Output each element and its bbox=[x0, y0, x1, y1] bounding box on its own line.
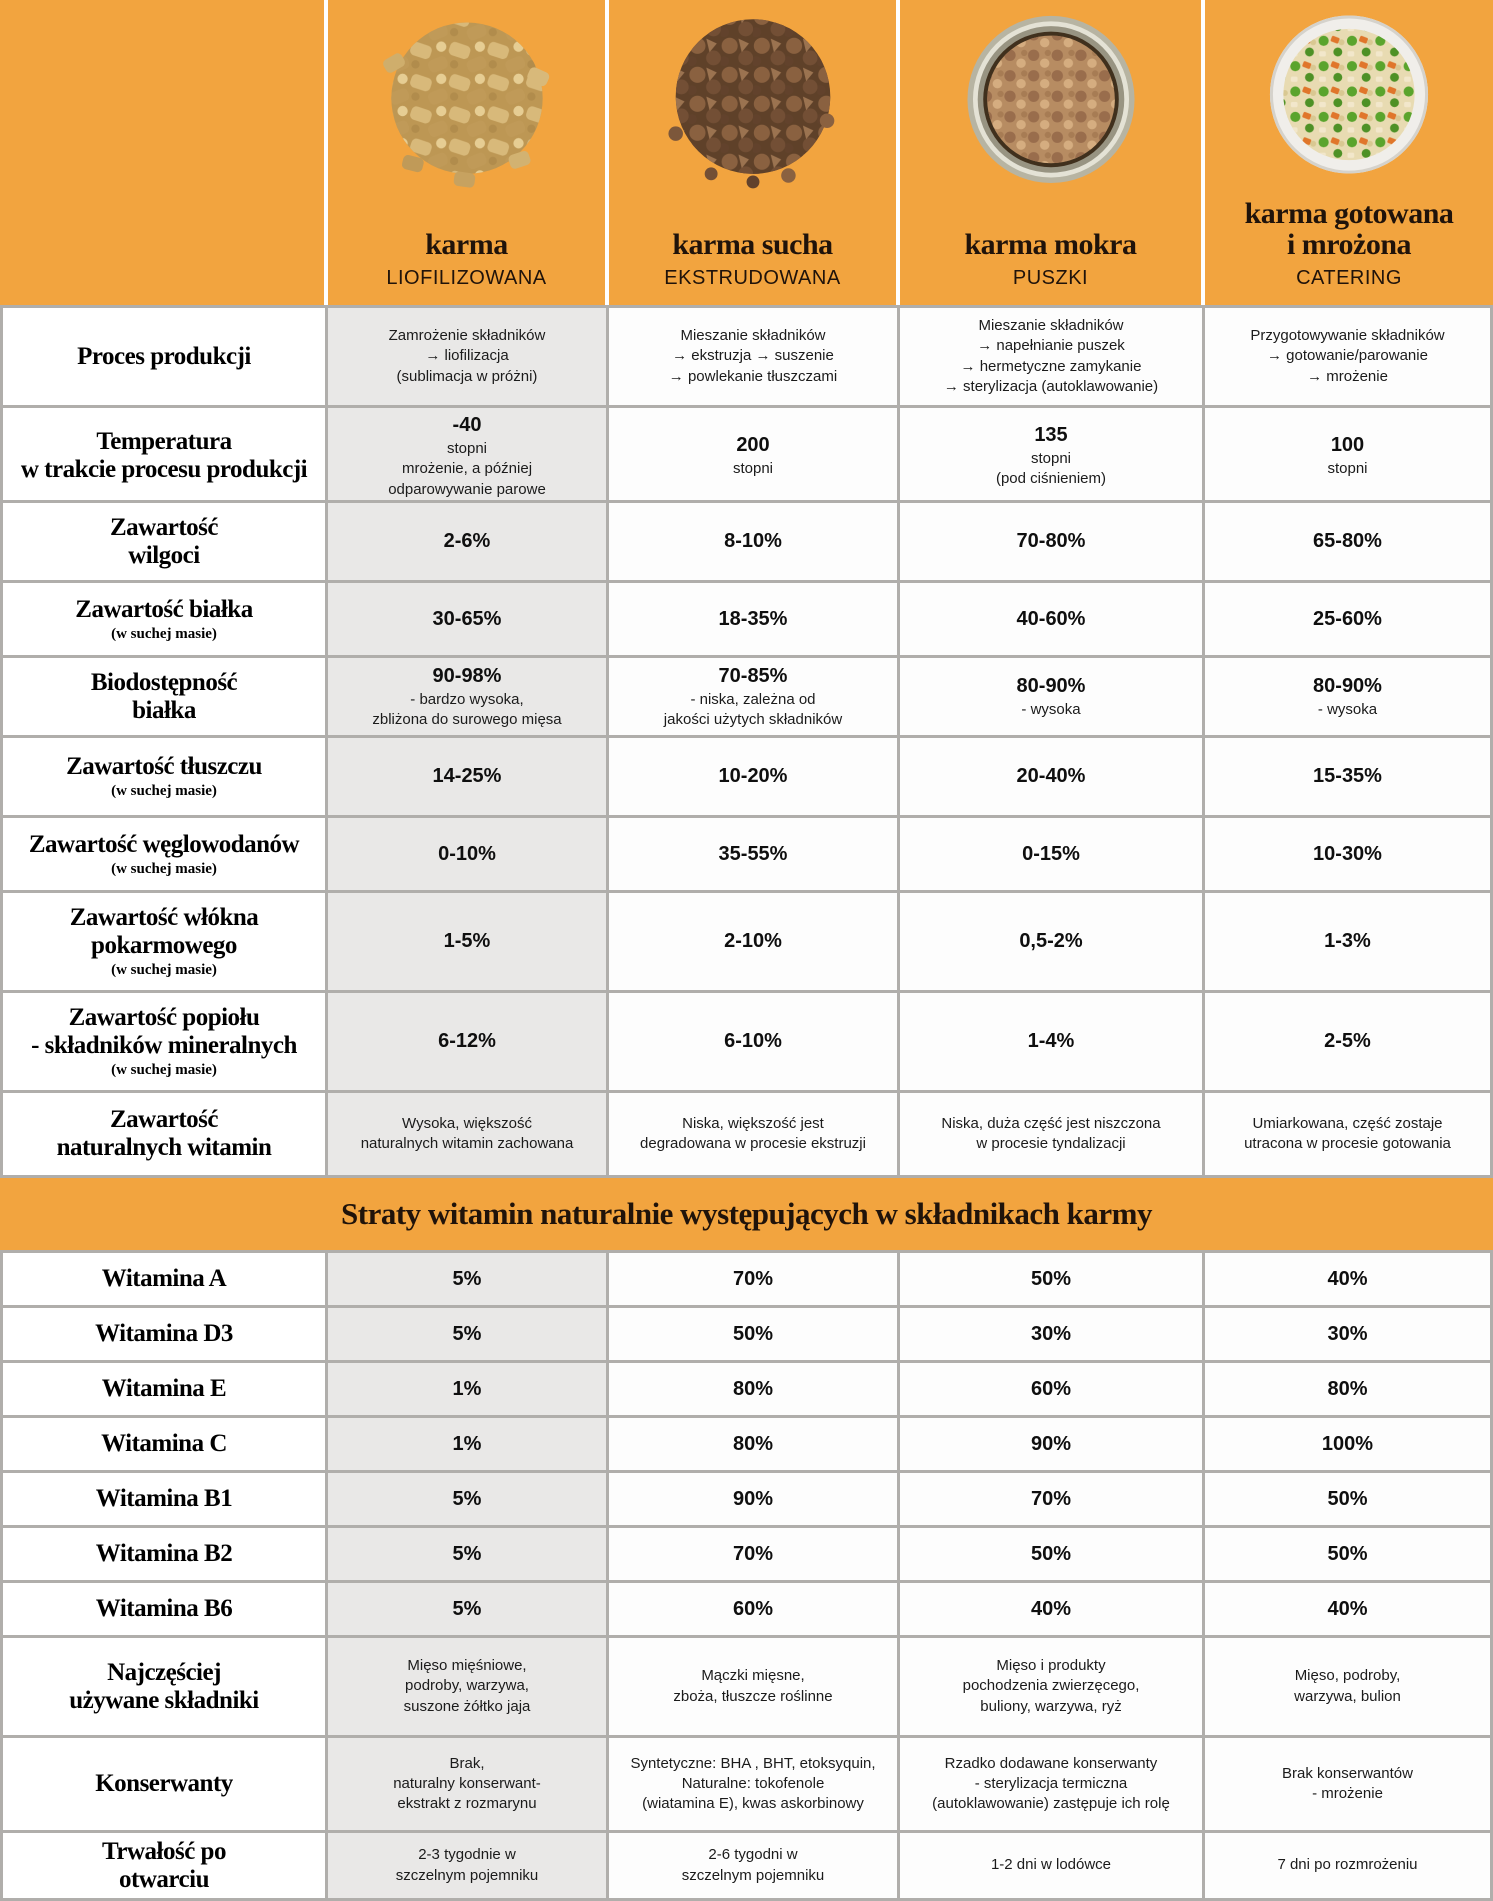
row-label: Trwałość po otwarciu bbox=[102, 1837, 226, 1893]
row-label: Zawartość włókna pokarmowego bbox=[69, 904, 259, 959]
cell-ekstrudowana: 50% bbox=[609, 1305, 900, 1360]
cell-puszki: 1-2 dni w lodówce bbox=[900, 1830, 1205, 1901]
row-sublabel: (w suchej masie) bbox=[111, 860, 217, 877]
column-subtitle: LIOFILIZOWANA bbox=[386, 267, 547, 289]
cell-puszki: 0-15% bbox=[900, 815, 1205, 890]
column-title: karma bbox=[425, 227, 508, 261]
row-label: Witamina B2 bbox=[95, 1540, 233, 1567]
table-row bbox=[0, 890, 1493, 990]
row-label: Biodostępność białka bbox=[90, 668, 238, 724]
cell-puszki: 60% bbox=[900, 1360, 1205, 1415]
cell-catering: 40% bbox=[1205, 1250, 1493, 1305]
cell-liofilizowana: 5% bbox=[328, 1250, 609, 1305]
cell-catering: 40% bbox=[1205, 1580, 1493, 1635]
header-col-puszki bbox=[900, 0, 1205, 305]
row-label-cell bbox=[0, 580, 328, 655]
row-label-cell bbox=[0, 1580, 328, 1635]
cell-catering: Przygotowywanie składników → gotowanie/parowanie → mrożenie bbox=[1205, 305, 1493, 405]
cell-ekstrudowana: 8-10% bbox=[609, 500, 900, 580]
column-title: karma gotowana i mrożona bbox=[1244, 196, 1454, 261]
table-row bbox=[0, 1525, 1493, 1580]
row-sublabel: (w suchej masie) bbox=[111, 783, 217, 799]
cell-puszki: Mieszanie składników → napełnianie puszek → hermetyczne zamykanie → sterylizacja (autoklawowanie) bbox=[900, 305, 1205, 405]
cell-liofilizowana: 2-3 tygodnie w szczelnym pojemniku bbox=[328, 1830, 609, 1901]
table-row bbox=[0, 1415, 1493, 1470]
header-col-liofilizowana bbox=[328, 0, 609, 305]
table-body bbox=[0, 305, 1493, 1901]
row-label: Witamina E bbox=[101, 1375, 227, 1402]
table-row bbox=[0, 1360, 1493, 1415]
cell-ekstrudowana: 90% bbox=[609, 1470, 900, 1525]
header-col-catering bbox=[1205, 0, 1493, 305]
column-subtitle: PUSZKI bbox=[1012, 267, 1089, 289]
cell-ekstrudowana: Niska, większość jest degradowana w procesie ekstruzji bbox=[609, 1090, 900, 1175]
dry-kibble-photo bbox=[655, 8, 850, 203]
cell-ekstrudowana: 70-85% - niska, zależna od jakości użytych składników bbox=[609, 655, 900, 735]
row-label: Witamina C bbox=[101, 1430, 227, 1457]
table-row bbox=[0, 1090, 1493, 1175]
cell-catering: 100 stopni bbox=[1205, 405, 1493, 504]
column-subtitle: CATERING bbox=[1296, 267, 1402, 289]
cell-ekstrudowana: Mączki mięsne, zboża, tłuszcze roślinne bbox=[609, 1635, 900, 1735]
cell-liofilizowana: 1% bbox=[328, 1360, 609, 1415]
cell-liofilizowana: 6-12% bbox=[328, 990, 609, 1090]
cell-liofilizowana: 30-65% bbox=[328, 580, 609, 655]
cell-catering: 7 dni po rozmrożeniu bbox=[1205, 1830, 1493, 1901]
table-header bbox=[0, 0, 1493, 305]
cell-ekstrudowana: 80% bbox=[609, 1360, 900, 1415]
cell-puszki: 30% bbox=[900, 1305, 1205, 1360]
table-row bbox=[0, 655, 1493, 735]
cell-puszki: Niska, duża część jest niszczona w procesie tyndalizacji bbox=[900, 1090, 1205, 1175]
cell-catering: 65-80% bbox=[1205, 500, 1493, 580]
row-label: Konserwanty bbox=[95, 1770, 233, 1797]
header-empty-cell bbox=[0, 0, 328, 305]
cell-liofilizowana: 5% bbox=[328, 1305, 609, 1360]
table-row bbox=[0, 1830, 1493, 1901]
freeze-dried-chunks-photo bbox=[369, 8, 564, 203]
table-row bbox=[0, 990, 1493, 1090]
cell-liofilizowana: 5% bbox=[328, 1470, 609, 1525]
cell-catering: Umiarkowana, część zostaje utracona w procesie gotowania bbox=[1205, 1090, 1493, 1175]
column-subtitle: EKSTRUDOWANA bbox=[664, 267, 841, 289]
cell-ekstrudowana: 80% bbox=[609, 1415, 900, 1470]
column-title: karma mokra bbox=[964, 227, 1137, 261]
cell-catering: 80-90% - wysoka bbox=[1205, 655, 1493, 735]
cell-puszki: 70% bbox=[900, 1470, 1205, 1525]
cell-catering: 2-5% bbox=[1205, 990, 1493, 1090]
table-row bbox=[0, 735, 1493, 815]
row-label: Zawartość białka bbox=[75, 595, 253, 623]
row-label: Witamina D3 bbox=[95, 1320, 233, 1347]
cell-catering: 80% bbox=[1205, 1360, 1493, 1415]
cell-puszki: 40-60% bbox=[900, 580, 1205, 655]
cell-puszki: 50% bbox=[900, 1250, 1205, 1305]
section-banner: Straty witamin naturalnie występujących w składnikach karmy bbox=[0, 1175, 1493, 1250]
cell-ekstrudowana: 10-20% bbox=[609, 735, 900, 815]
row-label-cell bbox=[0, 890, 328, 990]
row-label: Zawartość popiołu - składników mineralnych bbox=[31, 1004, 297, 1059]
table-row bbox=[0, 1735, 1493, 1830]
column-title: karma sucha bbox=[672, 227, 833, 261]
cell-puszki: 0,5-2% bbox=[900, 890, 1205, 990]
open-can-wet-food-photo bbox=[956, 8, 1146, 199]
cell-liofilizowana: Zamrożenie składników → liofilizacja (sublimacja w próżni) bbox=[328, 305, 609, 405]
row-label-cell bbox=[0, 1830, 328, 1901]
row-sublabel: (w suchej masie) bbox=[111, 625, 217, 642]
cell-ekstrudowana: Mieszanie składników → ekstruzja → suszenie → powlekanie tłuszczami bbox=[609, 305, 900, 405]
table-row bbox=[0, 500, 1493, 580]
cell-ekstrudowana: Syntetyczne: BHA , BHT, etoksyquin, Naturalne: tokofenole (wiatamina E), kwas askorbinowy bbox=[609, 1735, 900, 1830]
table-row bbox=[0, 580, 1493, 655]
cell-liofilizowana: Wysoka, większość naturalnych witamin zachowana bbox=[328, 1090, 609, 1175]
cell-catering: 25-60% bbox=[1205, 580, 1493, 655]
row-sublabel: (w suchej masie) bbox=[111, 1062, 217, 1078]
cell-catering: 10-30% bbox=[1205, 815, 1493, 890]
header-col-ekstrudowana bbox=[609, 0, 900, 305]
row-label-cell bbox=[0, 1090, 328, 1175]
row-label: Zawartość wilgoci bbox=[110, 513, 218, 569]
table-row bbox=[0, 305, 1493, 405]
cell-ekstrudowana: 70% bbox=[609, 1250, 900, 1305]
cell-liofilizowana: 2-6% bbox=[328, 500, 609, 580]
row-label: Witamina A bbox=[101, 1265, 227, 1292]
row-label-cell bbox=[0, 815, 328, 890]
cell-puszki: 20-40% bbox=[900, 735, 1205, 815]
cell-puszki: 40% bbox=[900, 1580, 1205, 1635]
row-label-cell bbox=[0, 1470, 328, 1525]
cell-puszki: 90% bbox=[900, 1415, 1205, 1470]
row-label-cell bbox=[0, 1250, 328, 1305]
cell-ekstrudowana: 70% bbox=[609, 1525, 900, 1580]
cell-ekstrudowana: 2-6 tygodni w szczelnym pojemniku bbox=[609, 1830, 900, 1901]
row-label-cell bbox=[0, 305, 328, 405]
cell-liofilizowana: 5% bbox=[328, 1580, 609, 1635]
cell-ekstrudowana: 35-55% bbox=[609, 815, 900, 890]
cell-liofilizowana: 1% bbox=[328, 1415, 609, 1470]
cell-catering: Mięso, podroby, warzywa, bulion bbox=[1205, 1635, 1493, 1735]
cell-puszki: Rzadko dodawane konserwanty - sterylizacja termiczna (autoklawowanie) zastępuje ich rolę bbox=[900, 1735, 1205, 1830]
cell-liofilizowana: 90-98% - bardzo wysoka, zbliżona do surowego mięsa bbox=[328, 655, 609, 735]
row-label: Najczęściej używane składniki bbox=[69, 1658, 259, 1714]
row-label-cell bbox=[0, 1305, 328, 1360]
cell-liofilizowana: 5% bbox=[328, 1525, 609, 1580]
cell-liofilizowana: Brak, naturalny konserwant- ekstrakt z rozmarynu bbox=[328, 1735, 609, 1830]
cell-puszki: Mięso i produkty pochodzenia zwierzęcego, buliony, warzywa, ryż bbox=[900, 1635, 1205, 1735]
row-label: Proces produkcji bbox=[77, 342, 251, 370]
cell-ekstrudowana: 18-35% bbox=[609, 580, 900, 655]
cell-catering: Brak konserwantów - mrożenie bbox=[1205, 1735, 1493, 1830]
row-sublabel: (w suchej masie) bbox=[111, 962, 217, 978]
cell-liofilizowana: Mięso mięśniowe, podroby, warzywa, suszone żółtko jaja bbox=[328, 1635, 609, 1735]
row-label-cell bbox=[0, 1415, 328, 1470]
row-label-cell bbox=[0, 990, 328, 1090]
row-label: Temperatura w trakcie procesu produkcji bbox=[20, 427, 308, 483]
cell-catering: 30% bbox=[1205, 1305, 1493, 1360]
cell-catering: 50% bbox=[1205, 1525, 1493, 1580]
cell-ekstrudowana: 2-10% bbox=[609, 890, 900, 990]
row-label-cell bbox=[0, 1525, 328, 1580]
table-row bbox=[0, 405, 1493, 500]
cell-catering: 100% bbox=[1205, 1415, 1493, 1470]
row-label-cell bbox=[0, 1635, 328, 1735]
row-label: Zawartość tłuszczu bbox=[66, 753, 262, 780]
cell-puszki: 50% bbox=[900, 1525, 1205, 1580]
row-label: Zawartość naturalnych witamin bbox=[56, 1106, 272, 1161]
row-label: Witamina B6 bbox=[95, 1595, 233, 1622]
cell-catering: 1-3% bbox=[1205, 890, 1493, 990]
table-row bbox=[0, 1580, 1493, 1635]
cell-puszki: 70-80% bbox=[900, 500, 1205, 580]
row-label-cell bbox=[0, 1735, 328, 1830]
row-label-cell bbox=[0, 735, 328, 815]
cell-ekstrudowana: 60% bbox=[609, 1580, 900, 1635]
cooked-food-bowl-photo bbox=[1259, 8, 1439, 189]
table-row bbox=[0, 1470, 1493, 1525]
cell-ekstrudowana: 6-10% bbox=[609, 990, 900, 1090]
row-label-cell bbox=[0, 1360, 328, 1415]
row-label-cell bbox=[0, 405, 328, 504]
cell-catering: 50% bbox=[1205, 1470, 1493, 1525]
table-row bbox=[0, 1250, 1493, 1305]
cell-liofilizowana: 14-25% bbox=[328, 735, 609, 815]
row-label: Witamina B1 bbox=[95, 1485, 233, 1512]
cell-liofilizowana: 1-5% bbox=[328, 890, 609, 990]
cell-ekstrudowana: 200 stopni bbox=[609, 405, 900, 504]
cell-puszki: 135 stopni (pod ciśnieniem) bbox=[900, 405, 1205, 504]
row-label: Zawartość węglowodanów bbox=[28, 830, 300, 858]
cell-liofilizowana: -40 stopni mrożenie, a później odparowywanie parowe bbox=[328, 405, 609, 504]
cell-puszki: 1-4% bbox=[900, 990, 1205, 1090]
table-row bbox=[0, 1635, 1493, 1735]
row-label-cell bbox=[0, 500, 328, 580]
table-row bbox=[0, 1305, 1493, 1360]
cell-puszki: 80-90% - wysoka bbox=[900, 655, 1205, 735]
table-row bbox=[0, 815, 1493, 890]
row-label-cell bbox=[0, 655, 328, 735]
cell-catering: 15-35% bbox=[1205, 735, 1493, 815]
cell-liofilizowana: 0-10% bbox=[328, 815, 609, 890]
